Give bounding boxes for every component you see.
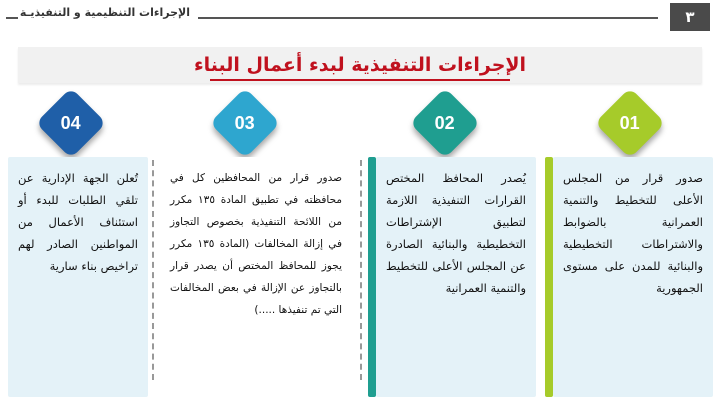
step-03-text: صدور قرار من المحافظين كل في محافظته في تطبيق المادة ١٣٥ مكرر من اللائحة التنفيذية بخصوص التجاوز في إزالة المخالفات (المادة ١٣٥ مكرر يجوز للمحافظ المختص أن يصدر قرار بالتجاوز عن الإزالة في بعض المخالفات التي تم تنفيذها .....) [160, 157, 352, 397]
page-number-badge: ٣ [670, 3, 710, 31]
step-badge-03 [210, 88, 281, 159]
column-separator [360, 160, 362, 380]
step-badge-04 [36, 88, 107, 159]
step-02-text: يُصدر المحافظ المختص القرارات التنفيذية اللازمة لتطبيق الإشتراطات التخطيطية والبنائية الصادرة عن المجلس الأعلى للتخطيط والتنمية العمرانية [376, 157, 536, 397]
slide-title: الإجراءات التنفيذية لبدء أعمال البناء [193, 54, 527, 76]
step-badge-02 [410, 88, 481, 159]
step-01-text: صدور قرار من المجلس الأعلى للتخطيط والتنمية العمرانية بالضوابط والاشتراطات التخطيطية والبنائية للمدن على مستوى الجمهورية [553, 157, 713, 397]
title-underline [210, 79, 510, 81]
column-separator [152, 160, 154, 380]
step-number: 01 [619, 112, 641, 133]
step-01-accent-bar [545, 157, 553, 397]
section-title: الإجراءات التنظيمية و التنفيذيـة [20, 6, 190, 19]
step-04-text: تُعلن الجهة الإدارية عن تلقي الطلبات للبدء أو استئناف الأعمال من المواطنين الصادر لهم تراخيص بناء سارية [8, 157, 148, 397]
step-badge-01 [595, 88, 666, 159]
step-number: 03 [234, 112, 256, 133]
step-02-accent-bar [368, 157, 376, 397]
step-number: 04 [60, 112, 82, 133]
header-rule [198, 17, 658, 19]
header-dash [6, 17, 18, 19]
title-banner [18, 47, 702, 83]
step-number: 02 [434, 112, 456, 133]
